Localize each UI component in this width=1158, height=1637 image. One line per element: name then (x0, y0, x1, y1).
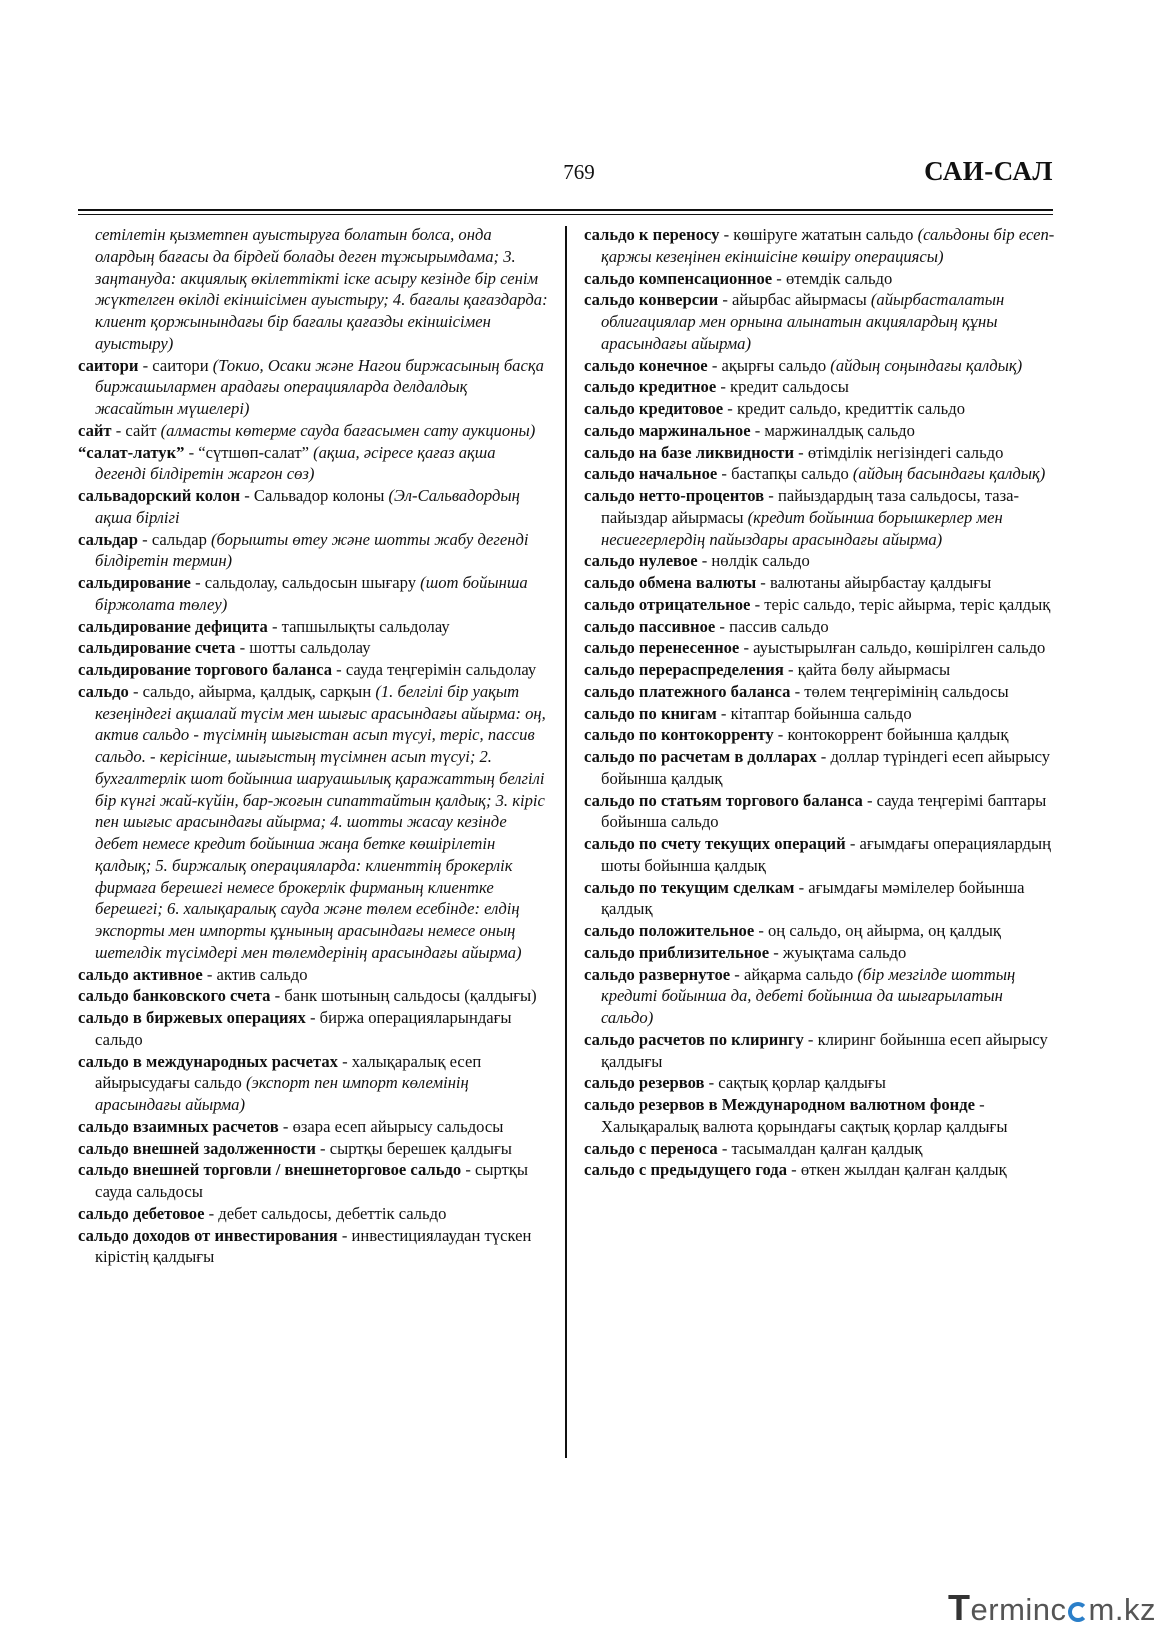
entry-term: сальдо по текущим сделкам (584, 877, 795, 897)
entry-translation: - пассив сальдо (715, 616, 829, 636)
entry-term: сальдо кредитовое (584, 399, 724, 418)
left-column (78, 224, 548, 1268)
dictionary-entry (584, 1094, 1056, 1138)
entry-term: сальдирование торгового баланса (78, 660, 333, 679)
entry-translation: - қайта бөлу айырмасы (783, 660, 951, 679)
entry-term: сальдирование счета (78, 638, 236, 658)
dictionary-entry (584, 877, 1056, 921)
entry-translation: - сақтық қорлар қалдығы (704, 1073, 886, 1093)
entry-term: сальдо начальное (584, 464, 718, 484)
entry-term: сальдо с предыдущего года (584, 1160, 787, 1180)
dictionary-entry (584, 398, 1056, 420)
dictionary-entry (584, 833, 1056, 877)
dictionary-entry (584, 724, 1056, 746)
entry-definition: (айдың басындағы қалдық) (852, 464, 1046, 484)
entry-term: сальдо расчетов по клирингу (584, 1029, 804, 1049)
dictionary-entry (584, 224, 1056, 268)
watermark-domain: m.kz (1088, 1592, 1156, 1627)
entry-term: сальдо на базе ликвидности (584, 442, 794, 462)
dictionary-entry (78, 442, 548, 486)
entry-term: сальдо взаимных расчетов (78, 1116, 279, 1136)
entry-translation: - клиринг бойынша есеп айырысу қалдығы (601, 1029, 1048, 1071)
dictionary-entry (584, 550, 1056, 572)
entry-translation: - өткен жылдан қалған қалдық (787, 1160, 1007, 1180)
dictionary-entry (584, 1138, 1056, 1160)
entry-translation: - өтемдік сальдо (772, 268, 893, 288)
header-rule-thick (78, 209, 1053, 211)
dictionary-entry (584, 920, 1056, 942)
entry-translation: - маржиналдық сальдо (750, 420, 915, 440)
dictionary-entry (78, 681, 548, 964)
dictionary-entry (584, 572, 1056, 594)
watermark-text: erminc (970, 1592, 1067, 1627)
entry-translation: - банк шотының сальдосы (қалдығы) (270, 986, 537, 1006)
dictionary-entry (78, 659, 548, 681)
entry-definition: (экспорт пен импорт көлемінің арасындағы айырма) (95, 1073, 469, 1114)
dictionary-entry (78, 964, 548, 986)
entry-term: сальдо активное (78, 964, 203, 984)
dictionary-entry (584, 376, 1056, 398)
dictionary-entry (78, 572, 548, 616)
entry-term: сальдо к переносу (584, 225, 720, 244)
entry-term: сальдо конверсии (584, 290, 719, 310)
dictionary-entry (78, 355, 548, 420)
entry-definition: (ақша, әсіресе қағаз ақша дегенді білдіретін жаргон сөз) (95, 442, 496, 484)
entry-term: сальдо внешней задолженности (78, 1138, 316, 1158)
entry-translation: - кредит сальдо, кредиттік сальдо (723, 399, 965, 418)
entry-translation: - пайыздардың таза сальдосы, таза-пайыздар айырмасы (601, 486, 1020, 527)
entry-term: сальдо маржинальное (584, 420, 751, 440)
dictionary-entry (584, 463, 1056, 485)
dictionary-entry (584, 1029, 1056, 1073)
entry-term: сальдар (78, 529, 139, 549)
entry-term: сальдирование дефицита (78, 616, 268, 636)
entry-definition: (Эл-Сальвадордың ақша бірлігі (95, 486, 520, 527)
entry-translation: - сальдар (138, 529, 212, 549)
entry-translation: - биржа операцияларындағы сальдо (95, 1008, 512, 1049)
entry-translation: - шотты сальдолау (235, 638, 371, 658)
entry-definition: (1. белгілі бір уақыт кезеңіндегі ақшалай түсім мен шығыс арасындағы айырма: оң, актив сальдо - түсімнің шығыстан асып түсуі, теріс, пассив сальдо. - керісінше, шығыстың түсімнен асып түсуі; 2. бухгалтерлік шот бойынша шаруашылық қаражаттың белгілі бір күнгі жай-күйін, бар-жоғын сипаттайтын қалдық; 3. кіріс пен шығыс арасындағы айырма; 4. шотты жасау кезінде дебет немесе кредит бойынша жаңа бетке көшірілетін қалдық; 5. биржалық операцияларда: клиенттің брокерлік фирмаға берешегі немесе брокерлік фирманың клиентке берешегі; 6. халықаралық сауда және төлем есебінде: елдің экспорты мен импорты құнының арасындағы немесе оның шетелдік түсімдері мен төлемдерінің арасындағы айырма) (95, 681, 546, 962)
entry-definition: (кредит бойынша борышкерлер мен несиегерлердің пайыздары арасындағы айырма) (601, 507, 1003, 549)
entry-definition: сетілетін қызметпен ауыстыруға болатын болса, онда олардың бағасы да бірдей болады деген тұжырымдама; 3. заңтануда: акциялық өкілеттікті іске асыру кезінде бір сенім жүктелген өкілді екіншісімен ауыстыру; 4. бағалы қағаздарда: клиент қоржынындағы бір бағалы қағазды екіншісімен ауыстыру) (95, 225, 548, 353)
terminkom-watermark-logo (948, 1587, 1156, 1627)
dictionary-entry (78, 1051, 548, 1116)
entry-term: сальдо по контокорренту (584, 725, 774, 745)
dictionary-entry (584, 268, 1056, 290)
dictionary-entry (584, 964, 1056, 1029)
dictionary-entry (78, 1007, 548, 1051)
entry-translation: - дебет сальдосы, дебеттік сальдо (204, 1203, 447, 1223)
entry-translation: - сауда теңгерімі баптары бойынша сальдо (601, 790, 1047, 832)
dictionary-entry (78, 1159, 548, 1203)
entry-translation: - саитори (138, 355, 213, 375)
dictionary-entry (78, 485, 548, 529)
entry-translation: - актив сальдо (202, 964, 308, 984)
dictionary-entry (78, 1138, 548, 1160)
entry-term: сайт (78, 420, 112, 440)
entry-translation: - сайт (111, 420, 161, 440)
right-column (584, 224, 1056, 1181)
entry-term: сальдо компенсационное (584, 268, 773, 288)
dictionary-entry (584, 420, 1056, 442)
entry-term: сальдо нетто-процентов (584, 486, 765, 505)
entry-translation: - “сүтшөп-салат” (184, 442, 314, 462)
page-number: 769 (563, 160, 595, 184)
entry-translation: - айырбас айырмасы (718, 290, 871, 310)
entry-translation: - оң сальдо, оң айырма, оң қалдық (754, 921, 1001, 940)
dictionary-entry (78, 420, 548, 442)
entry-definition: (айдың соңындағы қалдық) (830, 355, 1023, 375)
entry-translation: - доллар түріндегі есеп айырысу бойынша қалдық (601, 747, 1051, 788)
header-rule-thin (78, 214, 1053, 215)
dictionary-entry (78, 1225, 548, 1269)
entry-translation: - ауыстырылған сальдо, көшірілген сальдо (739, 638, 1046, 658)
dictionary-entry (584, 703, 1056, 725)
dictionary-entry (78, 985, 548, 1007)
entry-translation: - жуықтама сальдо (769, 942, 907, 962)
entry-definition: (сальдоны бір есеп-қаржы кезеңінен екіншісіне көшіру операциясы) (601, 225, 1055, 266)
dictionary-entry (584, 746, 1056, 790)
entry-term: сальдо по расчетам в долларах (584, 747, 817, 766)
entry-definition: (бір мезгілде шоттың кредиті бойынша да, дебеті бойынша да шығарылатын сальдо) (601, 964, 1016, 1027)
entry-term: сальдо развернутое (584, 964, 731, 984)
entry-translation: - сальдолау, сальдосын шығару (190, 573, 421, 592)
entry-translation: - өтімділік негізіндегі сальдо (794, 442, 1004, 462)
entry-term: сальдо нулевое (584, 551, 698, 571)
dictionary-entry (78, 616, 548, 638)
entry-translation: - инвестициялаудан түскен кірістің қалдығы (95, 1225, 532, 1267)
entry-term: сальдо конечное (584, 355, 708, 375)
dictionary-entry (584, 1159, 1056, 1181)
entry-term: сальдирование (78, 573, 191, 592)
entry-term: сальдо с переноса (584, 1138, 718, 1158)
dictionary-entry (584, 594, 1056, 616)
dictionary-entry (78, 637, 548, 659)
entry-term: сальдо положительное (584, 921, 755, 940)
running-head: САИ-САЛ (924, 156, 1053, 186)
dictionary-entry (584, 485, 1056, 550)
entry-term: сальдо приблизительное (584, 942, 770, 962)
entry-translation: - тасымалдан қалған қалдық (717, 1138, 923, 1158)
entry-translation: - сыртқы берешек қалдығы (315, 1138, 512, 1158)
column-divider (565, 226, 567, 1458)
entry-translation: - контокоррент бойынша қалдық (773, 725, 1009, 745)
entry-translation: - Халықаралық валюта қорындағы сақтық қорлар қалдығы (601, 1095, 1008, 1136)
entry-translation: - ағымдағы операциялардың шоты бойынша қалдық (601, 834, 1052, 875)
entry-term: сальдо платежного баланса (584, 681, 791, 701)
dictionary-entry (584, 637, 1056, 659)
entry-term: “салат-латук” (78, 442, 185, 462)
entry-translation: - сальдо, айырма, қалдық, сарқын (128, 681, 376, 701)
entry-translation: - халықаралық есеп айырысудағы сальдо (95, 1051, 482, 1093)
entry-translation: - бастапқы сальдо (717, 464, 853, 484)
entry-translation: - сауда теңгерімін сальдолау (332, 660, 537, 679)
dictionary-entry (584, 659, 1056, 681)
entry-definition: (айырбасталатын облигациялар мен орнына алынатын акциялардың құны арасындағы айырма) (601, 290, 1005, 353)
entry-translation: - нөлдік сальдо (697, 551, 810, 571)
entry-term: сальдо (78, 681, 129, 701)
dictionary-entry (584, 355, 1056, 377)
dictionary-entry (584, 942, 1056, 964)
entry-term: сальдо внешней торговли / внешнеторговое сальдо (78, 1160, 462, 1180)
entry-definition: (борышты өтеу және шотты жабу дегенді білдіретін термин) (95, 529, 529, 571)
entry-term: саитори (78, 355, 139, 375)
globe-icon (1068, 1602, 1088, 1622)
entry-translation: - айқарма сальдо (730, 964, 858, 984)
entry-translation: - теріс сальдо, теріс айырма, теріс қалдық (750, 594, 1051, 614)
entry-term: сальдо резервов (584, 1073, 705, 1093)
watermark-letter: T (948, 1587, 971, 1628)
entry-translation: - сыртқы сауда сальдосы (95, 1160, 529, 1201)
entry-term: сальдо перенесенное (584, 638, 740, 658)
dictionary-entry (584, 616, 1056, 638)
entry-translation: - төлем теңгерімінің сальдосы (790, 681, 1009, 701)
entry-definition: (алмасты көтерме сауда бағасымен сату аукционы) (160, 420, 536, 440)
dictionary-entry (584, 289, 1056, 354)
entry-definition: (шот бойынша біржолата төлеу) (95, 573, 528, 614)
entry-term: сальдо банковского счета (78, 986, 271, 1006)
entry-translation: - өзара есеп айырысу сальдосы (278, 1116, 504, 1136)
dictionary-entry (78, 529, 548, 573)
entry-term: сальдо пассивное (584, 616, 716, 636)
entry-translation: - ағымдағы мәмілелер бойынша қалдық (601, 877, 1025, 919)
entry-translation: - кредит сальдосы (716, 377, 849, 397)
entry-definition: (Токио, Осаки және Нагои биржасының басқа биржашылармен арадағы операцияларда делдалдық жасайтын мүшелері) (95, 355, 544, 418)
entry-term: сальдо отрицательное (584, 594, 751, 614)
dictionary-entry (584, 790, 1056, 834)
entry-translation: - ақырғы сальдо (707, 355, 831, 375)
entry-term: сальдо в биржевых операциях (78, 1008, 306, 1027)
entry-term: сальдо доходов от инвестирования (78, 1225, 338, 1245)
entry-term: сальдо по книгам (584, 703, 717, 723)
entry-term: сальдо по статьям торгового баланса (584, 790, 863, 810)
entry-term: сальдо обмена валюты (584, 573, 757, 592)
entry-term: сальдо в международных расчетах (78, 1051, 338, 1071)
dictionary-entry (78, 224, 548, 355)
entry-translation: - Сальвадор колоны (240, 486, 389, 505)
dictionary-entry (584, 1072, 1056, 1094)
entry-term: сальдо дебетовое (78, 1203, 205, 1223)
entry-translation: - тапшылықты сальдолау (267, 616, 450, 636)
dictionary-entry (584, 681, 1056, 703)
dictionary-entry (584, 442, 1056, 464)
entry-term: сальдо кредитное (584, 377, 717, 397)
dictionary-entry (78, 1203, 548, 1225)
entry-term: сальдо по счету текущих операций (584, 834, 846, 853)
dictionary-entry (78, 1116, 548, 1138)
entry-term: сальвадорский колон (78, 486, 241, 505)
entry-translation: - көшіруге жататын сальдо (719, 225, 918, 244)
entry-translation: - кітаптар бойынша сальдо (716, 703, 912, 723)
entry-translation: - валютаны айырбастау қалдығы (756, 573, 992, 592)
entry-term: сальдо перераспределения (584, 660, 784, 679)
entry-term: сальдо резервов в Международном валютном фонде (584, 1095, 975, 1114)
